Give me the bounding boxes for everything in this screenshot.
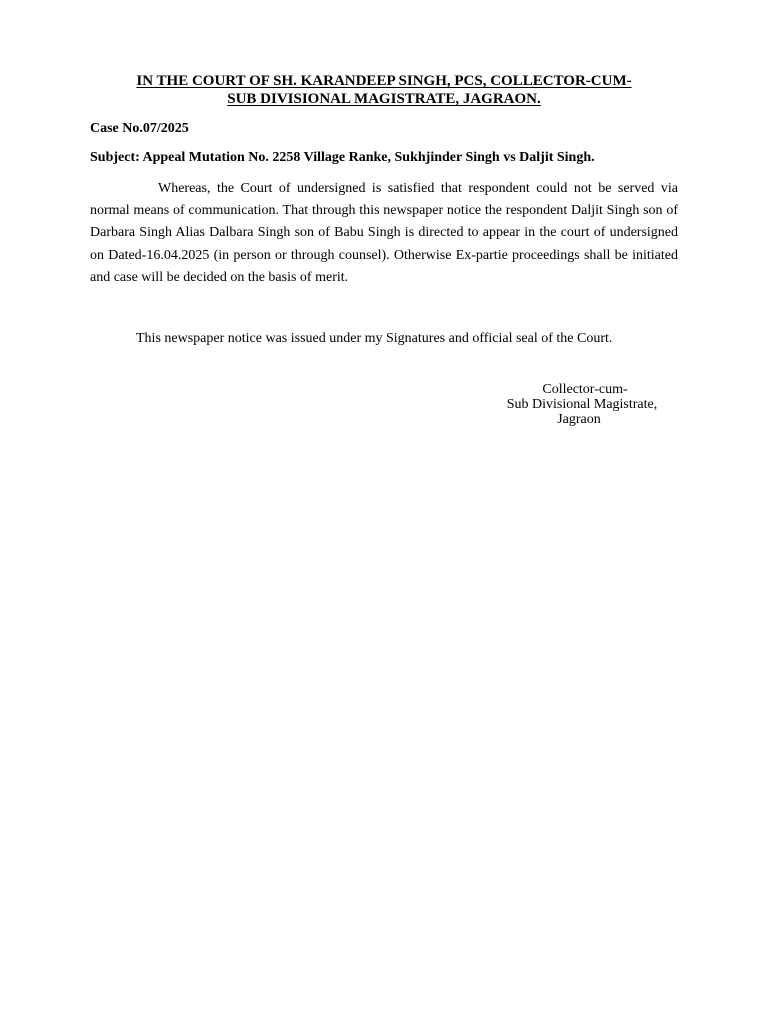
- court-title-line-2: SUB DIVISIONAL MAGISTRATE, JAGRAON.: [227, 91, 541, 107]
- subject-line: Subject: Appeal Mutation No. 2258 Village Ranke, Sukhjinder Singh vs Daljit Singh.: [90, 150, 595, 165]
- notice-body-paragraph: Whereas, the Court of undersigned is satisfied that respondent could not be served via normal means of communication. That through this newspaper notice the respondent Daljit Singh son of Darbara Singh Alias Dalbara Singh son of Babu Singh is directed to appear in the court of undersigned on Dated-16.04.2025 (in person or through counsel). Otherwise Ex-partie proceedings shall be initiated and case will be decided on the basis of merit.: [90, 181, 678, 285]
- case-number: Case No.07/2025: [90, 121, 189, 136]
- signature-line-1: Collector-cum-: [542, 382, 628, 397]
- signature-line-3: Jagraon: [557, 412, 601, 427]
- issuance-statement: This newspaper notice was issued under my Signatures and official seal of the Court.: [136, 331, 613, 346]
- court-title-line-1: IN THE COURT OF SH. KARANDEEP SINGH, PCS, COLLECTOR-CUM-: [136, 73, 632, 89]
- court-title: [60, 72, 708, 108]
- signature-block: [470, 382, 694, 427]
- signature-line-2: Sub Divisional Magistrate,: [506, 397, 658, 412]
